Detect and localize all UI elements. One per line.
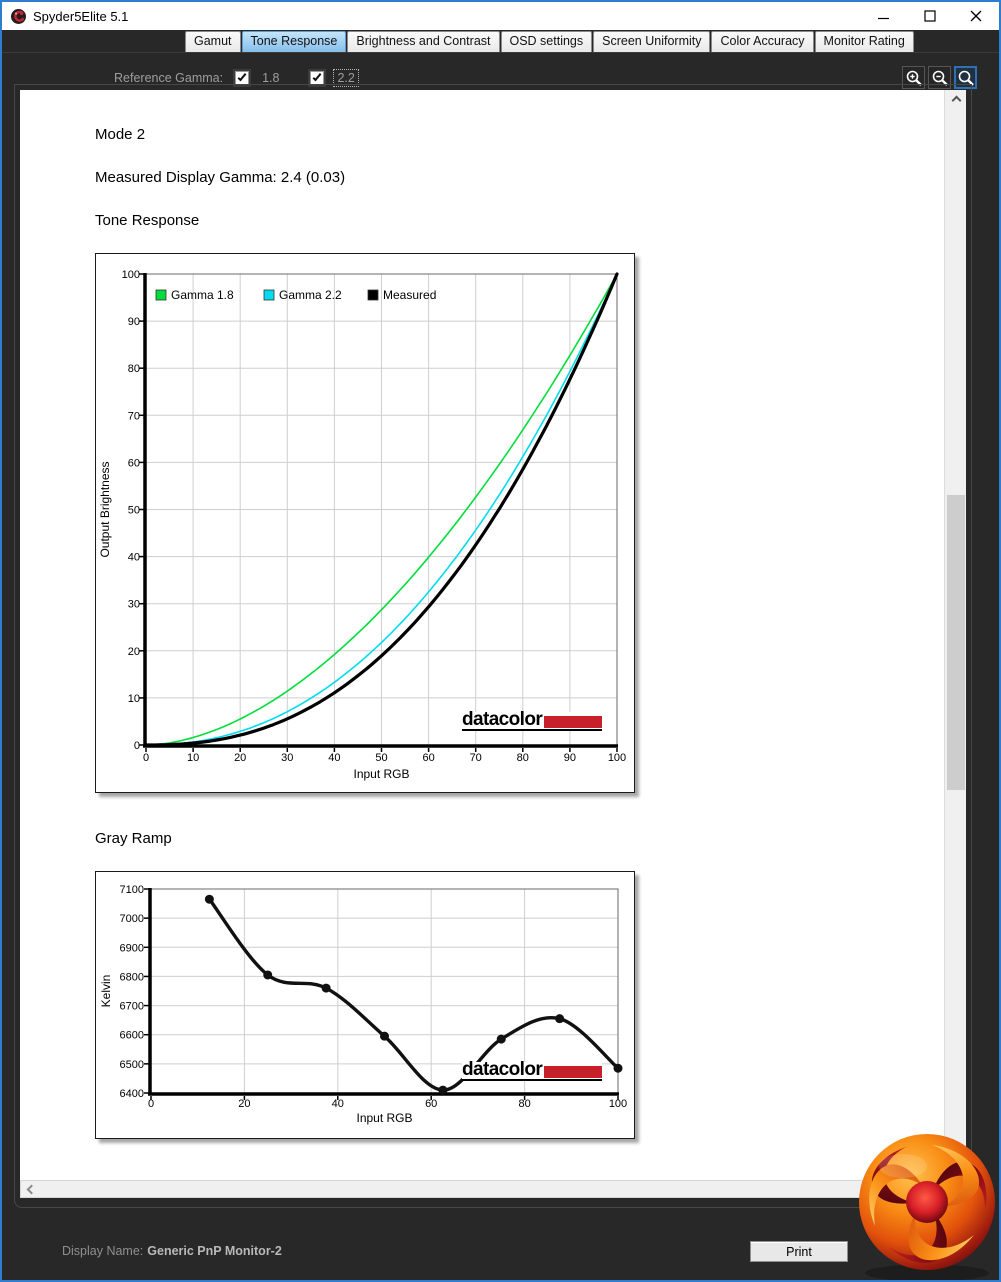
svg-text:20: 20 xyxy=(127,645,140,658)
svg-text:90: 90 xyxy=(127,316,140,329)
svg-text:Gamma 1.8: Gamma 1.8 xyxy=(171,288,234,302)
svg-text:50: 50 xyxy=(375,752,388,764)
svg-text:6900: 6900 xyxy=(119,942,144,955)
svg-text:6500: 6500 xyxy=(119,1058,144,1071)
svg-text:60: 60 xyxy=(422,752,435,764)
tone-response-heading: Tone Response xyxy=(95,212,200,229)
svg-text:60: 60 xyxy=(127,457,140,470)
svg-text:60: 60 xyxy=(425,1098,438,1110)
svg-text:70: 70 xyxy=(469,752,482,764)
spyder-app-icon xyxy=(10,8,27,25)
svg-text:100: 100 xyxy=(608,1098,628,1110)
reference-gamma-label: Reference Gamma: xyxy=(114,71,224,85)
gray-ramp-plot xyxy=(96,872,636,1140)
tab-brightness-and-contrast[interactable]: Brightness and Contrast xyxy=(347,31,499,52)
datacolor-logo-text: datacolor xyxy=(462,1059,543,1080)
checkbox-checked-icon[interactable] xyxy=(310,71,324,85)
svg-text:40: 40 xyxy=(331,1098,344,1110)
svg-text:0: 0 xyxy=(147,1098,155,1110)
svg-text:30: 30 xyxy=(281,752,294,764)
svg-text:80: 80 xyxy=(516,752,529,764)
svg-text:30: 30 xyxy=(127,598,140,611)
measured-gamma-heading: Measured Display Gamma: 2.4 (0.03) xyxy=(95,169,346,186)
svg-text:40: 40 xyxy=(328,752,341,764)
svg-text:10: 10 xyxy=(127,692,140,705)
svg-text:10: 10 xyxy=(186,752,200,764)
svg-text:6600: 6600 xyxy=(119,1029,144,1042)
maximize-button[interactable] xyxy=(907,2,953,30)
svg-text:100: 100 xyxy=(607,752,627,764)
svg-text:6800: 6800 xyxy=(119,971,144,984)
chevron-left-icon xyxy=(27,1184,37,1194)
main-chrome xyxy=(2,30,999,1280)
tab-gamut[interactable]: Gamut xyxy=(185,31,241,52)
tab-tone-response[interactable]: Tone Response xyxy=(242,31,347,52)
svg-text:20: 20 xyxy=(234,752,247,764)
horizontal-scrollbar[interactable] xyxy=(20,1180,966,1198)
gamma-1-8-label: 1.8 xyxy=(262,71,280,85)
maximize-icon xyxy=(924,10,936,22)
title-bar xyxy=(2,2,999,30)
close-button[interactable] xyxy=(953,2,999,30)
chevron-up-icon xyxy=(951,95,961,105)
datacolor-logo-red-bar xyxy=(544,716,602,728)
scroll-up-button[interactable] xyxy=(945,90,967,107)
datacolor-logo-red-bar xyxy=(544,1066,602,1078)
datacolor-logo xyxy=(462,1059,602,1081)
window-title: Spyder5Elite 5.1 xyxy=(33,8,129,24)
svg-text:Gamma 2.2: Gamma 2.2 xyxy=(279,288,342,302)
svg-text:20: 20 xyxy=(238,1098,251,1110)
tab-osd-settings[interactable]: OSD settings xyxy=(501,31,593,52)
svg-text:7100: 7100 xyxy=(119,884,144,896)
svg-text:100: 100 xyxy=(121,269,140,281)
svg-text:Output Brightness: Output Brightness xyxy=(98,461,112,558)
tone-response-chart xyxy=(95,253,635,793)
minimize-button[interactable] xyxy=(861,2,907,30)
vertical-scrollbar[interactable] xyxy=(944,90,966,1180)
svg-text:80: 80 xyxy=(518,1098,531,1110)
mode-heading: Mode 2 xyxy=(95,126,146,143)
tab-screen-uniformity[interactable]: Screen Uniformity xyxy=(593,31,710,52)
gray-ramp-heading: Gray Ramp xyxy=(95,830,172,847)
svg-text:0: 0 xyxy=(133,740,140,752)
datacolor-logo xyxy=(462,709,602,731)
svg-text:Input RGB: Input RGB xyxy=(353,767,410,781)
svg-text:7000: 7000 xyxy=(119,913,144,926)
display-name-label: Display Name: xyxy=(62,1244,144,1258)
tab-strip xyxy=(2,30,999,53)
svg-text:6400: 6400 xyxy=(119,1088,144,1100)
display-name xyxy=(62,1244,282,1258)
vertical-scrollbar-thumb[interactable] xyxy=(947,495,965,790)
svg-text:50: 50 xyxy=(127,504,140,517)
display-name-value: Generic PnP Monitor-2 xyxy=(147,1244,282,1258)
svg-text:Input RGB: Input RGB xyxy=(356,1111,413,1125)
svg-text:0: 0 xyxy=(142,752,150,764)
minimize-icon xyxy=(878,10,890,22)
svg-text:70: 70 xyxy=(127,410,140,423)
svg-text:6700: 6700 xyxy=(119,1000,144,1013)
datacolor-logo-text: datacolor xyxy=(462,709,543,730)
svg-text:80: 80 xyxy=(127,363,140,376)
tab-color-accuracy[interactable]: Color Accuracy xyxy=(711,31,813,52)
gray-ramp-chart xyxy=(95,871,635,1139)
close-icon xyxy=(970,10,982,22)
print-button[interactable]: Print xyxy=(750,1241,848,1262)
checkbox-checked-icon[interactable] xyxy=(235,71,249,85)
report-page xyxy=(20,90,944,1180)
svg-text:40: 40 xyxy=(127,551,140,564)
spyder-ball-logo xyxy=(847,1124,1001,1282)
svg-text:Kelvin: Kelvin xyxy=(99,974,113,1008)
svg-text:Measured: Measured xyxy=(383,288,437,302)
gamma-2-2-label: 2.2 xyxy=(334,70,357,86)
svg-text:90: 90 xyxy=(563,752,577,764)
scroll-left-button[interactable] xyxy=(21,1180,39,1198)
tab-monitor-rating[interactable]: Monitor Rating xyxy=(815,31,914,52)
